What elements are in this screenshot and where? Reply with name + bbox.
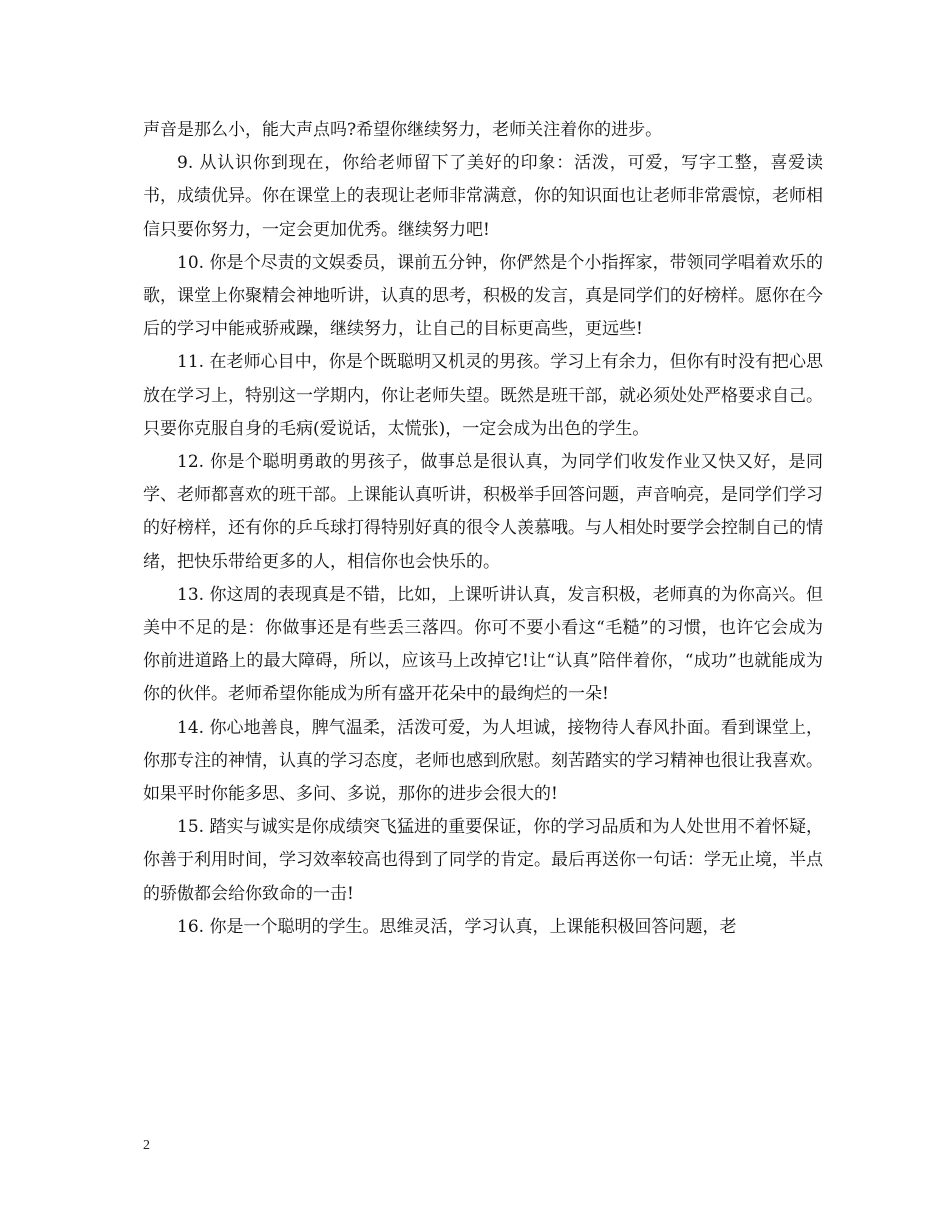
paragraph-item-12: 12. 你是个聪明勇敢的男孩子，做事总是很认真，为同学们收发作业又快又好，是同学、老师都喜欢的班干部。上课能认真听讲，积极举手回答问题，声音响亮，是同学们学习的好榜样，还有你的乒乓球打得特别好真的很令人羡慕哦。与人相处时要学会控制自己的情绪，把快乐带给更多的人，相信你也会快乐的。 [143, 452, 823, 572]
page-number: 2 [143, 1138, 150, 1153]
paragraph-item-13: 13. 你这周的表现真是不错，比如，上课听讲认真，发言积极，老师真的为你高兴。但美中不足的是：你做事还是有些丢三落四。你可不要小看这“毛糙”的习惯，也许它会成为你前进道路上的最大障碍，所以，应该马上改掉它!让“认真”陪伴着你，“成功”也就能成为你的伙伴。老师希望你能成为所有盛开花朵中的最绚烂的一朵! [143, 584, 823, 705]
paragraph-item-10: 10. 你是个尽责的文娱委员，课前五分钟，你俨然是个小指挥家，带领同学唱着欢乐的歌，课堂上你聚精会神地听讲，认真的思考，积极的发言，真是同学们的好榜样。愿你在今后的学习中能戒骄戒躁，继续努力，让自己的目标更高些，更远些! [143, 252, 823, 340]
paragraph-item-15: 15. 踏实与诚实是你成绩突飞猛进的重要保证，你的学习品质和为人处世用不着怀疑，你善于利用时间，学习效率较高也得到了同学的肯定。最后再送你一句话：学无止境，半点的骄傲都会给你致命的一击! [143, 817, 823, 904]
paragraph-item-16: 16. 你是一个聪明的学生。思维灵活，学习认真，上课能积极回答问题，老 [177, 916, 737, 937]
paragraph-item-11: 11. 在老师心目中，你是个既聪明又机灵的男孩。学习上有余力，但你有时没有把心思放在学习上，特别这一学期内，你让老师失望。既然是班干部，就必须处处严格要求自己。只要你克服自身的毛病(爱说话，太慌张)，一定会成为出色的学生。 [143, 352, 823, 439]
paragraph-continuation: 声音是那么小，能大声点吗?希望你继续努力，老师关注着你的进步。 [143, 120, 663, 140]
paragraph-item-14: 14. 你心地善良，脾气温柔，活泼可爱，为人坦诚，接物待人春风扑面。看到课堂上，你那专注的神情，认真的学习态度，老师也感到欣慰。刻苦踏实的学习精神也很让我喜欢。如果平时你能多思、多问、多说，那你的进步会很大的! [143, 717, 823, 805]
paragraph-item-9: 9. 从认识你到现在，你给老师留下了美好的印象：活泼，可爱，写字工整，喜爱读书，成绩优异。你在课堂上的表现让老师非常满意，你的知识面也让老师非常震惊，老师相信只要你努力，一定会更加优秀。继续努力吧! [143, 153, 823, 240]
document-body [143, 114, 823, 944]
